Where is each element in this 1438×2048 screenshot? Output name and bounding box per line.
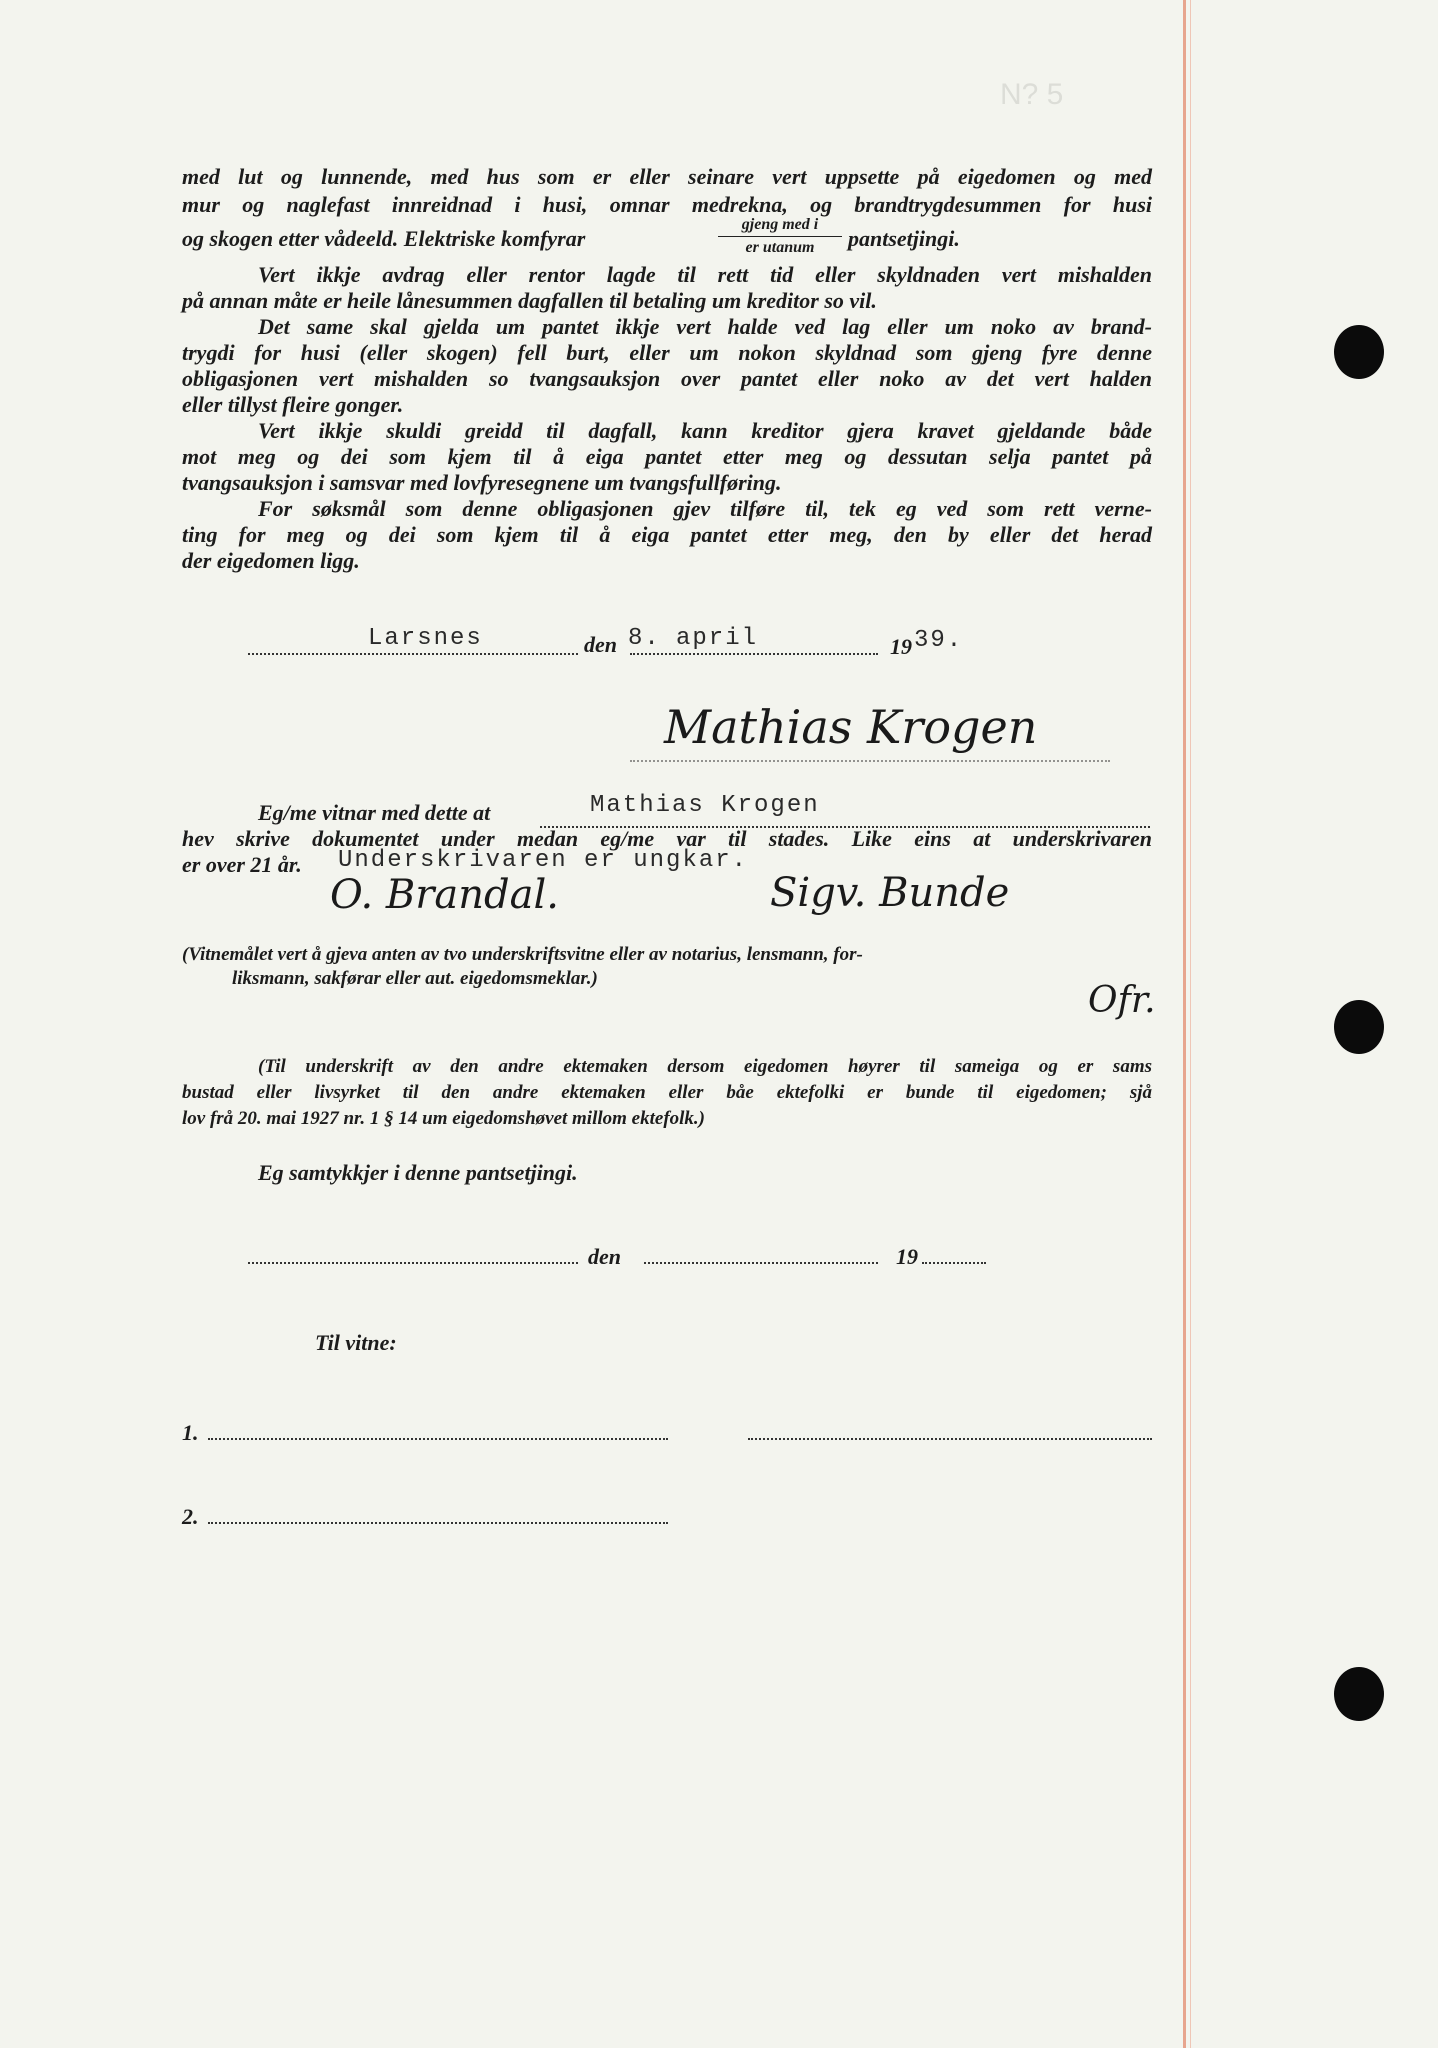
consent-year-line	[922, 1262, 986, 1264]
text-line: obligasjonen vert mishalden so tvangsauksjon over pantet eller noko av det vert halden	[182, 366, 1152, 391]
text-line: pantsetjingi.	[848, 226, 960, 251]
text-line: trygdi for husi (eller skogen) fell burt, eller um nokon skyldnad som gjeng fyre denne	[182, 340, 1152, 365]
witness-signature-2: Sigv. Bunde	[770, 870, 1010, 916]
witness-number-2: 2.	[182, 1504, 199, 1529]
text-line: mur og naglefast innreidnad i husi, omnar medrekna, og brandtrygdesummen for husi	[182, 192, 1152, 217]
consent-year-label: 19	[896, 1244, 918, 1269]
consent-place-line	[248, 1262, 578, 1264]
bleed-through-number: N? 5	[1000, 78, 1064, 111]
text-line: er over 21 år.	[182, 852, 302, 877]
consent-text: Eg samtykkjer i denne pantsetjingi.	[258, 1160, 578, 1185]
handwritten-initials: Ofr.	[1088, 980, 1156, 1021]
handwritten-signature: Mathias Krogen	[664, 700, 1038, 754]
consent-den-label: den	[588, 1244, 621, 1269]
date-month: april	[676, 625, 759, 652]
text-line: Vert ikkje avdrag eller rentor lagde til rett tid eller skyldnaden vert mishalden	[258, 262, 1152, 287]
witness-line-2	[208, 1522, 668, 1524]
note-line: bustad eller livsyrket til den andre ektemaken eller båe ektefolki er bunde til eigedomen; sjå	[182, 1082, 1152, 1103]
signature-dotted-line	[630, 760, 1110, 762]
text-line: og skogen etter vådeeld. Elektriske komfyrar	[182, 226, 586, 251]
year-suffix: 39.	[914, 627, 964, 654]
text-line: tvangsauksjon i samsvar med lovfyresegnene um tvangsfullføring.	[182, 470, 782, 495]
place-dotted-line	[248, 653, 578, 655]
date-day: 8.	[628, 625, 661, 652]
note-line: (Vitnemålet vert å gjeva anten av tvo underskriftsvitne eller av notarius, lensmann, for-	[182, 944, 863, 965]
year-prefix: 19	[890, 634, 912, 659]
text-line: eller tillyst fleire gonger.	[182, 392, 404, 417]
punch-hole	[1334, 1667, 1384, 1721]
den-label: den	[584, 632, 617, 657]
fraction-line	[718, 236, 842, 237]
text-line: på annan måte er heile lånesummen dagfallen til betaling um kreditor so vil.	[182, 288, 877, 313]
punch-hole	[1334, 325, 1384, 379]
witness-number-1: 1.	[182, 1420, 199, 1445]
witness-intro: Eg/me vitnar med dette at	[258, 800, 491, 825]
note-line: lov frå 20. mai 1927 nr. 1 § 14 um eigedomshøvet millom ektefolk.)	[182, 1108, 706, 1129]
text-line: ting for meg og dei som kjem til å eiga pantet etter meg, den by eller det herad	[182, 522, 1152, 547]
text-line: med lut og lunnende, med hus som er eller seinare vert uppsette på eigedomen og med	[182, 164, 1152, 189]
red-margin-line-faint	[1190, 0, 1191, 2048]
punch-hole	[1334, 1000, 1384, 1054]
note-line: liksmann, sakførar eller aut. eigedomsmeklar.)	[232, 968, 598, 989]
date-dotted-line	[630, 653, 878, 655]
witness-line-1	[208, 1438, 668, 1440]
fraction-top: gjeng med i	[741, 216, 819, 233]
til-vitne-label: Til vitne:	[315, 1330, 397, 1355]
witness-typed-name: Mathias Krogen	[590, 792, 820, 819]
text-line: der eigedomen ligg.	[182, 548, 360, 573]
fraction-choice	[718, 216, 842, 257]
note-line: (Til underskrift av den andre ektemaken dersom eigedomen høyrer til sameiga og er sams	[258, 1056, 1152, 1077]
text-line: Det same skal gjelda um pantet ikkje vert halde ved lag eller um noko av brand-	[258, 314, 1152, 339]
fraction-bottom: er utanum	[745, 239, 815, 256]
consent-date-line	[644, 1262, 878, 1264]
witness-signature-1: O. Brandal.	[330, 872, 559, 918]
witness-typed-remark: Underskrivaren er ungkar.	[338, 847, 749, 874]
text-line: Vert ikkje skuldi greidd til dagfall, kann kreditor gjera kravet gjeldande både	[258, 418, 1152, 443]
place-value: Larsnes	[368, 625, 483, 652]
text-line: For søksmål som denne obligasjonen gjev tilføre til, tek eg ved som rett verne-	[258, 496, 1152, 521]
witness-line-1b	[748, 1438, 1152, 1440]
text-line: mot meg og dei som kjem til å eiga pantet etter meg og dessutan selja pantet på	[182, 444, 1152, 469]
red-margin-line	[1183, 0, 1186, 2048]
text-line: hev skrive dokumentet under medan eg/me var til stades. Like eins at underskrivaren	[182, 826, 1152, 851]
